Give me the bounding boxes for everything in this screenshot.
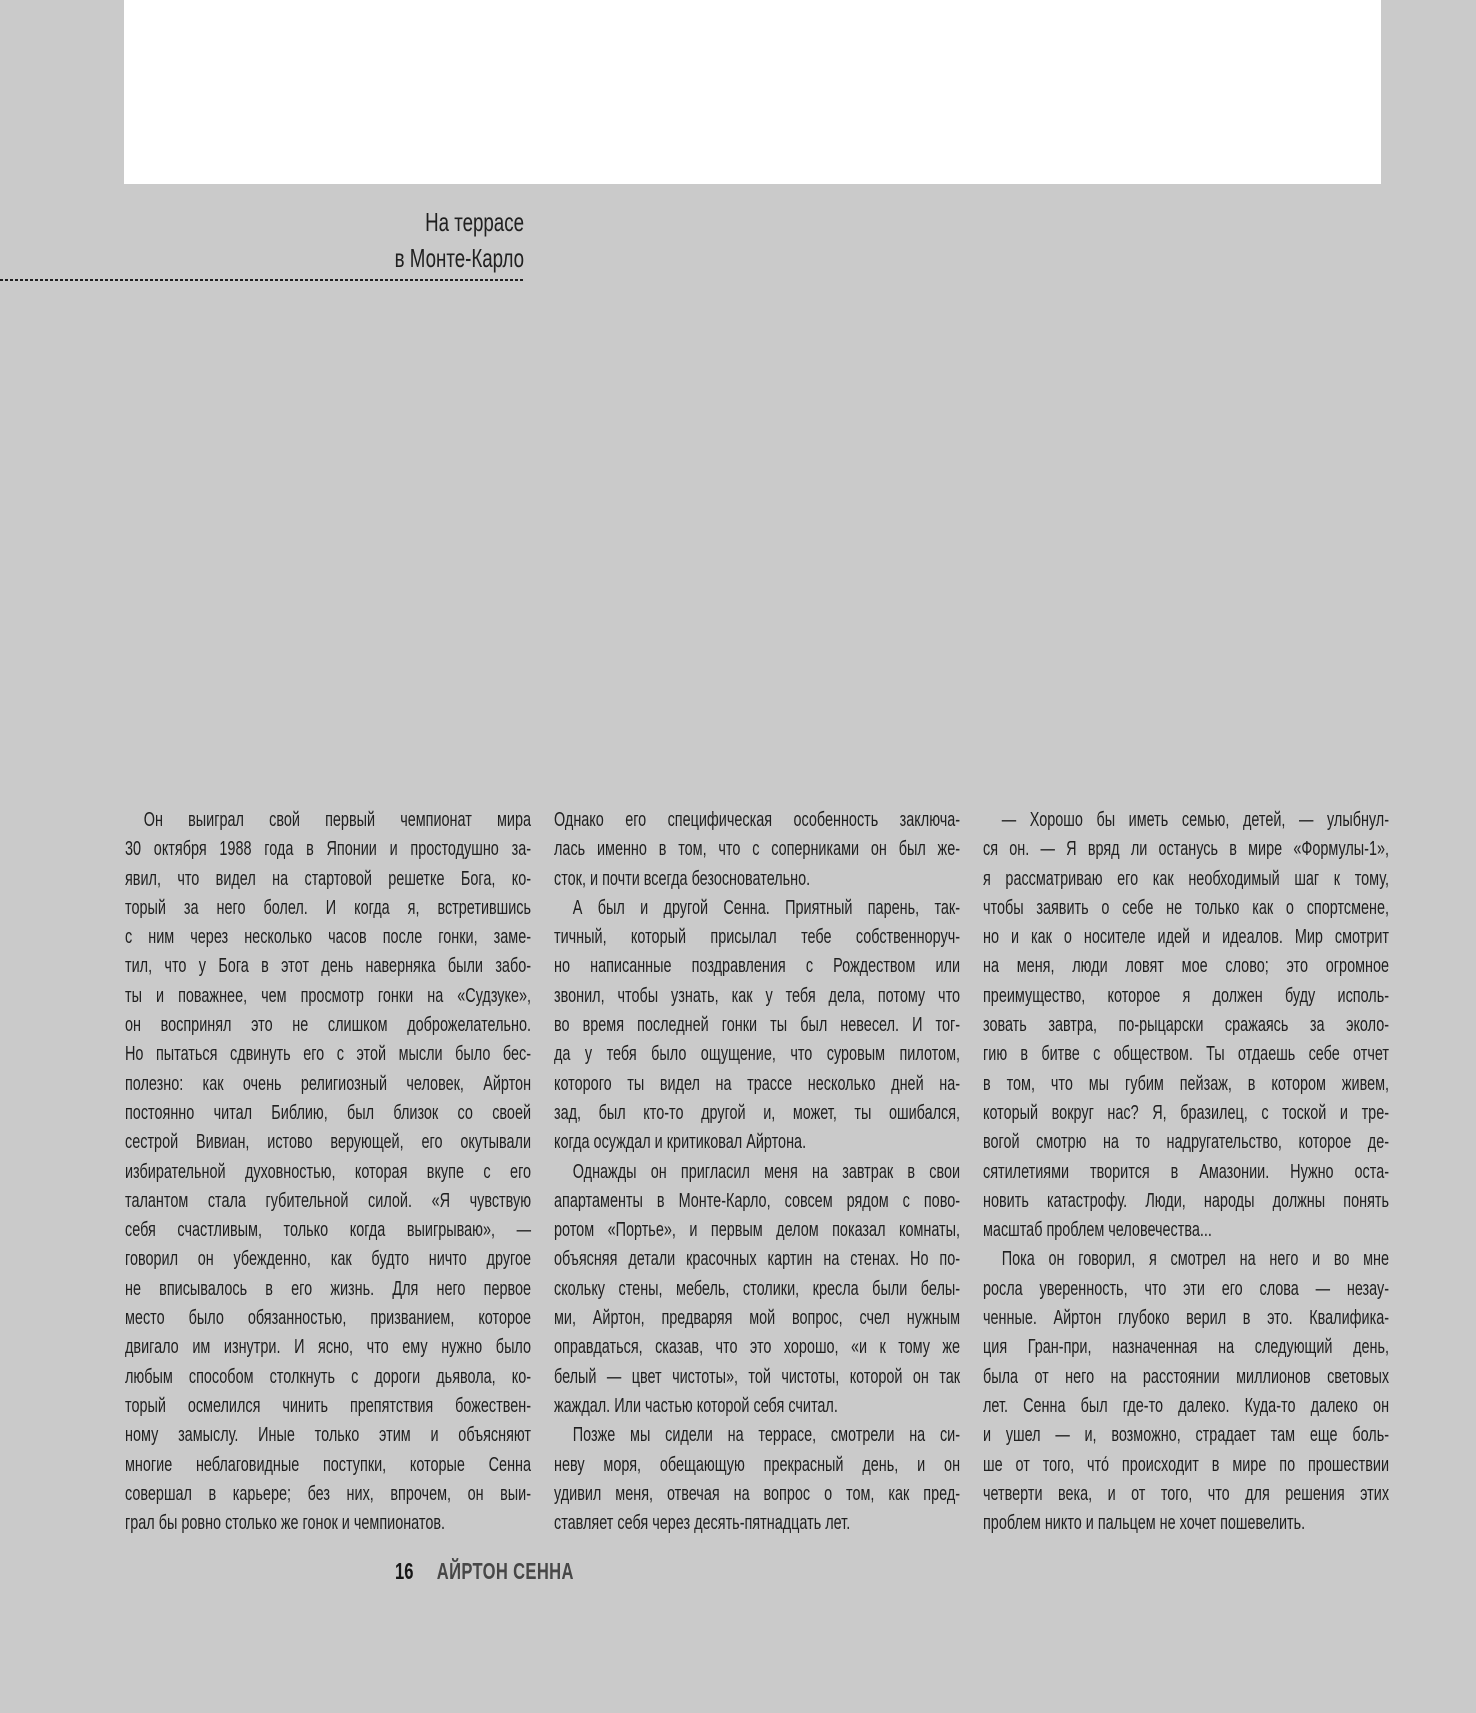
text-column-3-content bbox=[983, 806, 1389, 1538]
page-footer bbox=[395, 1557, 611, 1585]
text-line: ше от того, что́ происходит в мире по прошествии bbox=[983, 1453, 1390, 1476]
text-line: масштаб проблем человечества... bbox=[983, 1219, 1212, 1242]
text-line: он воспринял это не слишком доброжелательно. bbox=[125, 1014, 532, 1037]
text-line: говорил он убежденно, как будто ничто другое bbox=[125, 1248, 532, 1271]
text-line: ченные. Айртон глубоко верил в это. Квалифика- bbox=[983, 1307, 1390, 1330]
text-line: ному замыслу. Иные только этим и объясняют bbox=[125, 1424, 532, 1447]
photo-caption bbox=[222, 204, 524, 276]
text-line: тичный, который присылал тебе собственноруч- bbox=[554, 926, 961, 949]
text-line: чтобы заявить о себе не только как о спортсмене, bbox=[983, 896, 1390, 919]
text-line: удивил меня, отвечая на вопрос о том, как пред- bbox=[554, 1482, 961, 1505]
text-line: объясняя детали красочных картин на стенах. Но по- bbox=[554, 1248, 961, 1271]
text-line: проблем никто и пальцем не хочет пошевелить. bbox=[983, 1512, 1306, 1535]
text-line: которого ты видел на трассе несколько дней на- bbox=[554, 1072, 961, 1095]
text-line: скольку стены, мебель, столики, кресла были белы- bbox=[554, 1277, 961, 1300]
text-line: зовать завтра, по-рыцарски сражаясь за эколо- bbox=[983, 1014, 1390, 1037]
text-line: ставляет себя через десять-пятнадцать лет. bbox=[554, 1512, 851, 1535]
page-number: 16 bbox=[395, 1558, 414, 1584]
text-line: я рассматриваю его как необходимый шаг к тому, bbox=[983, 867, 1390, 890]
text-line: 30 октября 1988 года в Японии и простодушно за- bbox=[125, 838, 532, 861]
text-line: двигало им изнутри. И ясно, что ему нужно было bbox=[125, 1336, 532, 1359]
text-line: Однако его специфическая особенность заключа- bbox=[554, 809, 961, 831]
text-line: лет. Сенна был где-то далеко. Куда-то далеко он bbox=[983, 1394, 1390, 1417]
text-column-2 bbox=[554, 806, 960, 1546]
text-line: не вписывалось в его жизнь. Для него первое bbox=[125, 1277, 532, 1300]
text-line: сестрой Вивиан, истово верующей, его окутывали bbox=[125, 1131, 532, 1154]
text-line: но написанные поздравления с Рождеством или bbox=[554, 955, 961, 978]
text-line: с ним через несколько часов после гонки, заме- bbox=[125, 926, 532, 949]
text-line: и ушел — и, возможно, страдает там еще боль- bbox=[983, 1424, 1390, 1447]
text-line: белый — цвет чистоты», той чистоты, которой он так bbox=[554, 1365, 961, 1388]
text-line: жаждал. Или частью которой себя считал. bbox=[554, 1394, 838, 1417]
text-line: грал бы ровно столько же гонок и чемпионатов. bbox=[125, 1512, 446, 1535]
text-line: Он выиграл свой первый чемпионат мира bbox=[143, 809, 532, 831]
text-line: во время последней гонки ты был невесел. И тог- bbox=[554, 1014, 961, 1037]
dashed-divider bbox=[0, 279, 524, 281]
text-line: сток, и почти всегда безосновательно. bbox=[554, 867, 811, 890]
text-column-2-content bbox=[554, 806, 960, 1538]
text-line: была от него на расстоянии миллионов световых bbox=[983, 1365, 1390, 1388]
text-line: преимущество, которое я должен буду исполь- bbox=[983, 984, 1390, 1007]
book-title: АЙРТОН СЕННА bbox=[436, 1558, 574, 1584]
text-line: ротом «Портье», и первым делом показал комнаты, bbox=[554, 1219, 961, 1242]
photo-caption-line-2: в Монте-Карло bbox=[394, 243, 524, 273]
text-line: оправдаться, сказав, что это хорошо, «и к тому же bbox=[554, 1336, 961, 1359]
text-line: неву моря, обещающую прекрасный день, и он bbox=[554, 1453, 961, 1476]
text-line: лась именно в том, что с соперниками он был же- bbox=[554, 838, 961, 861]
text-column-3 bbox=[983, 806, 1389, 1546]
text-line: многие неблаговидные поступки, которые Сенна bbox=[125, 1453, 532, 1476]
text-line: талантом стала губительной силой. «Я чувствую bbox=[125, 1189, 532, 1212]
text-line: А был и другой Сенна. Приятный парень, так- bbox=[572, 896, 961, 919]
text-line: полезно: как очень религиозный человек, Айртон bbox=[125, 1072, 532, 1095]
photo-caption-line-1: На террасе bbox=[425, 207, 524, 237]
text-line: постоянно читал Библию, был близок со своей bbox=[125, 1101, 532, 1124]
text-line: избирательной духовностью, которая вкупе с его bbox=[125, 1160, 532, 1183]
text-line: место было обязанностью, призванием, которое bbox=[125, 1307, 532, 1330]
text-line: — Хорошо бы иметь семью, детей, — улыбнул- bbox=[1001, 809, 1390, 831]
text-line: торый осмелился чинить препятствия божествен- bbox=[125, 1394, 532, 1417]
text-line: ция Гран-при, назначенная на следующий день, bbox=[983, 1336, 1390, 1359]
text-line: ты и поважнее, чем просмотр гонки на «Судзуке», bbox=[125, 984, 532, 1007]
text-line: Но пытаться сдвинуть его с этой мысли было бес- bbox=[125, 1043, 532, 1066]
text-line: который вокруг нас? Я, бразилец, с тоской и тре- bbox=[983, 1101, 1390, 1124]
text-line: в том, что мы губим пейзаж, в котором живем, bbox=[983, 1072, 1390, 1095]
text-column-1-content bbox=[125, 806, 531, 1538]
text-line: на меня, люди ловят мое слово; это огромное bbox=[983, 955, 1390, 978]
text-line: четверти века, и от того, что для решения этих bbox=[983, 1482, 1390, 1505]
text-line: торый за него болел. И когда я, встретившись bbox=[125, 896, 532, 919]
text-line: звонил, чтобы узнать, как у тебя дела, потому что bbox=[554, 984, 961, 1007]
text-line: явил, что видел на стартовой решетке Бога, ко- bbox=[125, 867, 532, 890]
text-line: любым способом столкнуть с дороги дьявола, ко- bbox=[125, 1365, 532, 1388]
text-line: совершал в карьере; без них, впрочем, он выи- bbox=[125, 1482, 532, 1505]
text-line: ся он. — Я вряд ли останусь в мире «Формулы-1», bbox=[983, 838, 1390, 861]
text-line: новить катастрофу. Люди, народы должны понять bbox=[983, 1189, 1390, 1212]
text-line: когда осуждал и критиковал Айртона. bbox=[554, 1131, 807, 1154]
text-line: себя счастливым, только когда выигрываю», — bbox=[125, 1219, 532, 1242]
text-column-1 bbox=[125, 806, 531, 1546]
text-line: Пока он говорил, я смотрел на него и во мне bbox=[1001, 1248, 1390, 1271]
text-line: апартаменты в Монте-Карло, совсем рядом с пово- bbox=[554, 1189, 961, 1212]
photo-placeholder bbox=[124, 0, 1381, 184]
text-line: росла уверенность, что эти его слова — незау- bbox=[983, 1277, 1390, 1300]
text-line: тил, что у Бога в этот день наверняка были забо- bbox=[125, 955, 532, 978]
text-line: сятилетиями творится в Амазонии. Нужно оста- bbox=[983, 1160, 1390, 1183]
text-line: но и как о носителе идей и идеалов. Мир смотрит bbox=[983, 926, 1390, 949]
text-line: Позже мы сидели на террасе, смотрели на си- bbox=[572, 1424, 961, 1447]
text-line: Однажды он пригласил меня на завтрак в свои bbox=[572, 1160, 961, 1183]
text-line: да у тебя было ощущение, что суровым пилотом, bbox=[554, 1043, 961, 1066]
text-line: вогой смотрю на то надругательство, которое де- bbox=[983, 1131, 1390, 1154]
text-line: зад, был кто-то другой и, может, ты ошибался, bbox=[554, 1101, 961, 1124]
text-line: гию в битве с обществом. Ты отдаешь себе отчет bbox=[983, 1043, 1390, 1066]
text-line: ми, Айртон, предваряя мой вопрос, счел нужным bbox=[554, 1307, 961, 1330]
